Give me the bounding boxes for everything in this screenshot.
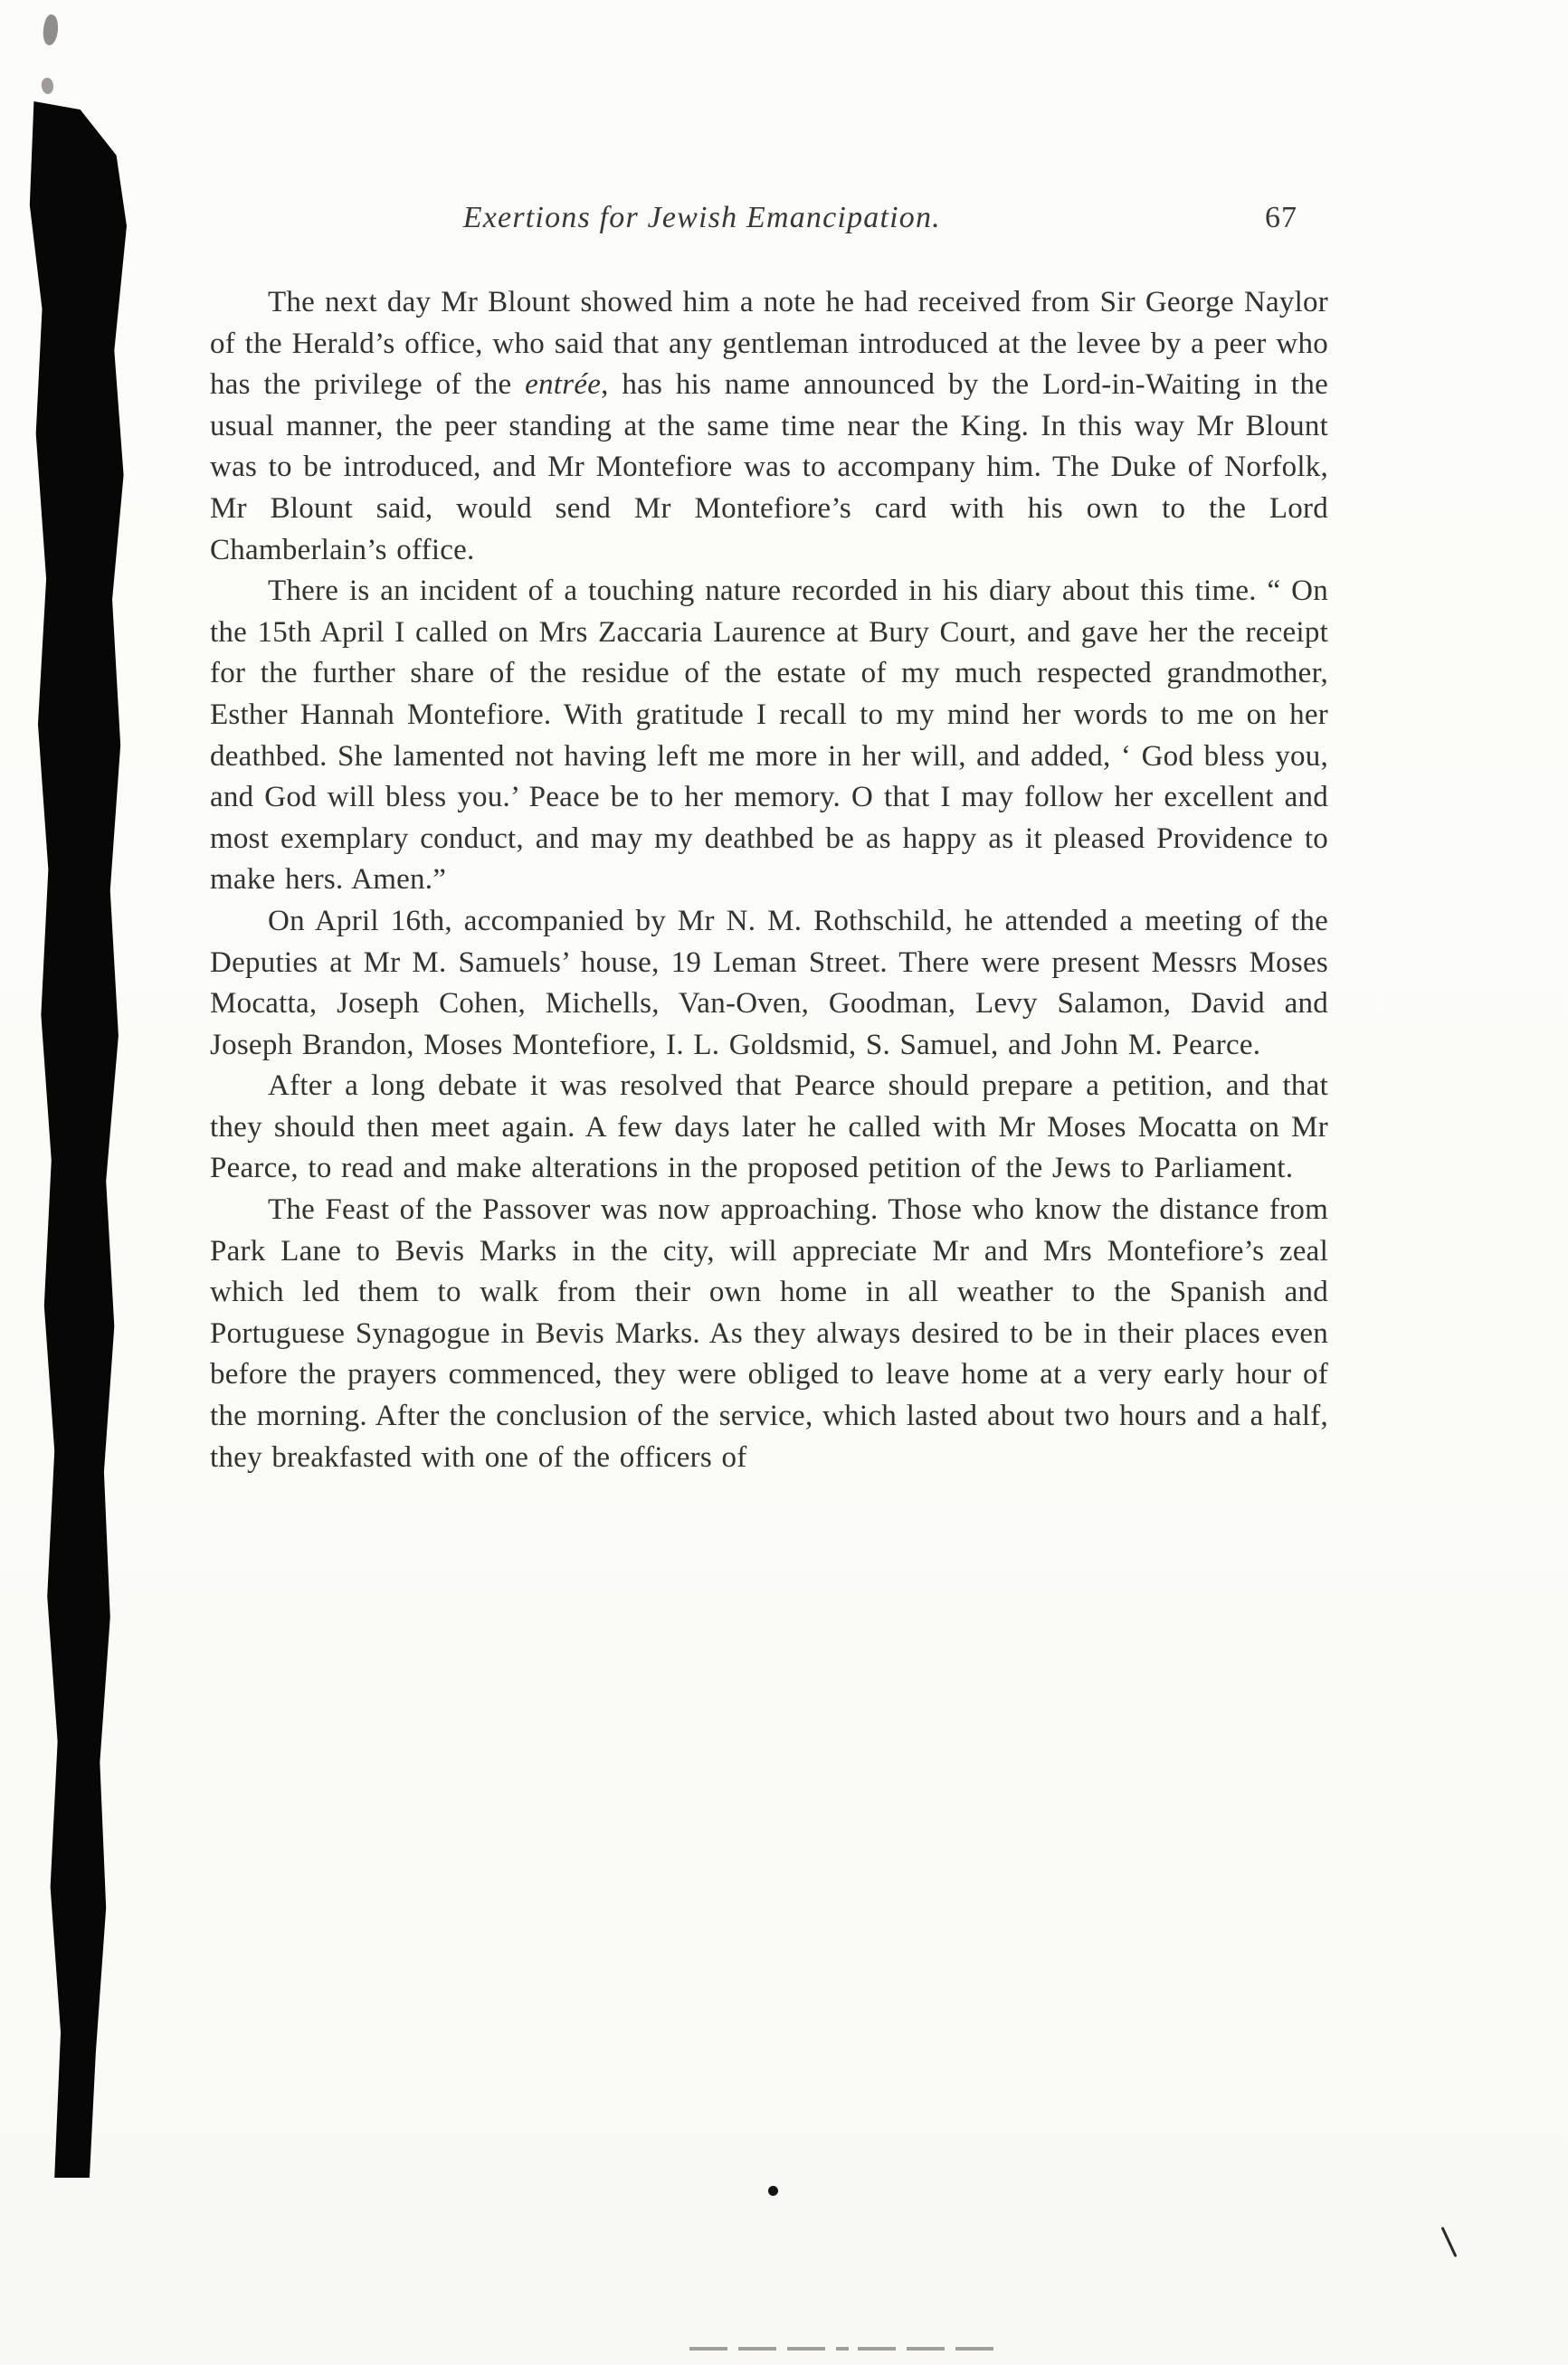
paragraph-4 xyxy=(210,1066,1328,1190)
paragraph-text: The Feast of the Passover was now approaching. Those who know the distance from Park Lane to Bevis Marks in the city, will appreciate Mr and Mrs Montefiore’s zeal which led them to walk from their own home in all weather to the Spanish and Portuguese Synagogue in Bevis Marks. As they always desired to be in their places even before the prayers commenced, they were obliged to leave home at a very early hour of the morning. After the conclusion of the service, which lasted about two hours and a half, they breakfasted with one of the officers of xyxy=(210,1193,1328,1474)
paragraph-1 xyxy=(210,282,1328,571)
page-number: 67 xyxy=(1265,201,1297,234)
page-header xyxy=(210,201,1328,248)
paragraph-text: On April 16th, accompanied by Mr N. M. Rothschild, he attended a meeting of the Deputies at Mr M. Samuels’ house, 19 Leman Street. There were present Messrs Moses Mocatta, Joseph Cohen, Michells, Van-Oven, Goodman, Levy Salamon, David and Joseph Brandon, Moses Montefiore, I. L. Goldsmid, S. Samuel, and John M. Pearce. xyxy=(210,904,1328,1061)
scan-artifact-mark-top xyxy=(42,14,61,46)
paragraph-text-italic: entrée xyxy=(525,368,602,402)
scan-artifact-ink-dot xyxy=(768,2186,778,2196)
scan-artifact-bottom-dash xyxy=(858,2347,1001,2351)
scan-artifact-binding-shadow xyxy=(24,101,127,2178)
paragraph-2 xyxy=(210,571,1328,901)
paragraph-3 xyxy=(210,901,1328,1066)
scan-artifact-slash xyxy=(1441,2227,1458,2257)
paragraph-text: There is an incident of a touching nature recorded in his diary about this time. “ On the 15th April I called on Mrs Zaccaria Laurence at Bury Court, and gave her the receipt for the further share of the residue of the estate of my much respected grandmother, Esther Hannah Montefiore. With gratitude I recall to my mind her words to me on her deathbed. She lamented not having left me more in her will, and added, ‘ God bless you, and God will bless you.’ Peace be to her memory. O that I may follow her excellent and most exemplary conduct, and may my deathbed be as happy as it pleased Providence to make hers. Amen.” xyxy=(210,575,1328,897)
paragraph-5 xyxy=(210,1190,1328,1478)
scan-artifact-bottom-dash xyxy=(689,2347,849,2351)
paragraph-text: , has his name announced by the Lord-in-Waiting in the usual manner, the peer standing at the same time near the King. In this way Mr Blount was to be introduced, and Mr Montefiore was to accompany him. The Duke of Norfolk, Mr Blount said, would send Mr Montefiore’s card with his own to the Lord Chamberlain’s office. xyxy=(210,368,1329,566)
paragraph-text: The next day Mr Blount showed him a note he had received from Sir George Naylor of the Herald’s office, who said that any gentleman introduced at the levee by a peer who has the privilege of the xyxy=(210,286,1328,402)
body-text xyxy=(210,282,1328,1478)
running-title: Exertions for Jewish Emancipation. xyxy=(462,201,941,234)
scan-artifact-mark-top-2 xyxy=(40,77,54,95)
paragraph-text: After a long debate it was resolved that Pearce should prepare a petition, and that they should then meet again. A few days later he called with Mr Moses Mocatta on Mr Pearce, to read and make alterations in the proposed petition of the Jews to Parliament. xyxy=(210,1069,1328,1185)
